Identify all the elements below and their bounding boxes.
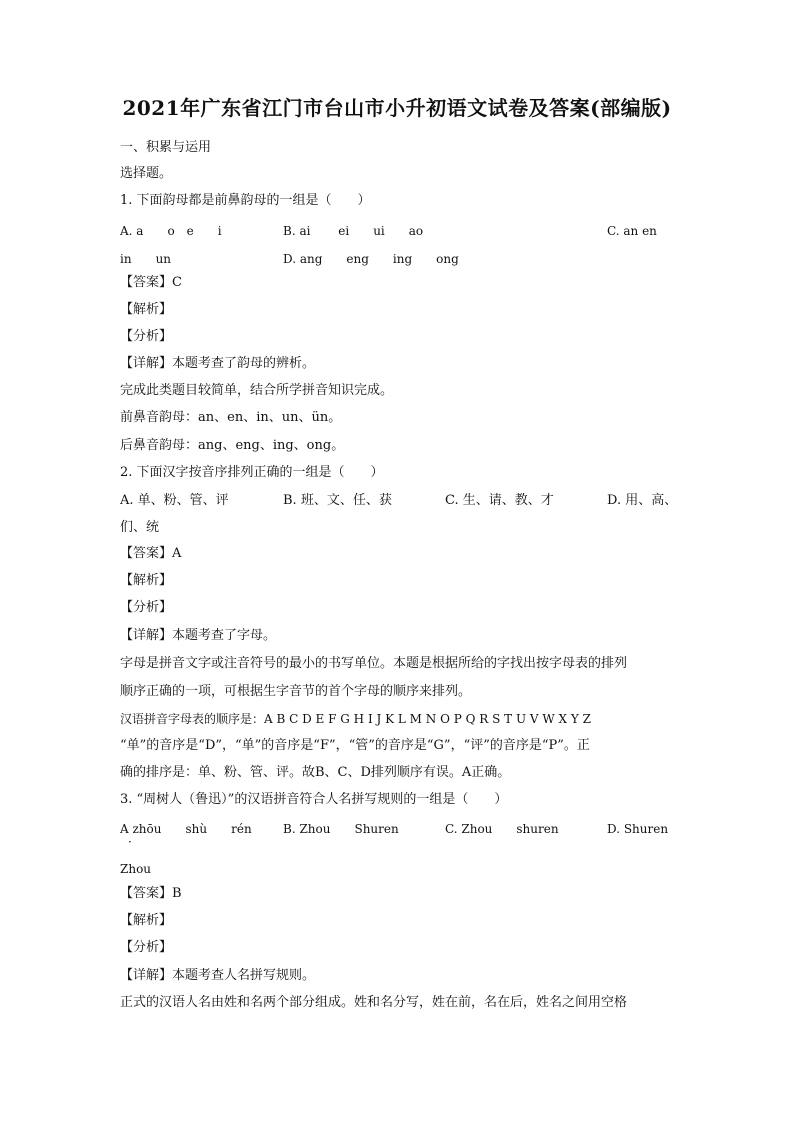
q2-option-d: D. 用、高、 xyxy=(607,493,678,508)
q2-fenxi-label: 【分析】 xyxy=(120,600,173,615)
q2-detail: 【详解】本题考查了字母。 xyxy=(120,628,277,643)
page-title: 2021年广东省江门市台山市小升初语文试卷及答案(部编版) xyxy=(122,96,672,120)
q1-option-a: A. a o e i xyxy=(120,224,222,238)
q1-explanation-line: 完成此类题目较简单，结合所学拼音知识完成。 xyxy=(120,383,394,398)
q2-explanation-line: 汉语拼音字母表的顺序是：A B C D E F G H I J K L M N O P Q R S T U V W X Y Z xyxy=(120,712,591,726)
q2-explanation-line: 字母是拼音文字或注音符号的最小的书写单位。本题是根据所给的字找出按字母表的排列 xyxy=(120,656,628,671)
q1-detail: 【详解】本题考查了韵母的辨析。 xyxy=(120,356,316,371)
q3-option-d: D. Shuren xyxy=(607,822,669,836)
q3-fenxi-label: 【分析】 xyxy=(120,940,173,955)
q3-analysis-label: 【解析】 xyxy=(120,913,173,928)
q3-option-a: A zhōu shù rén xyxy=(120,822,252,836)
q2-option-a: A. 单、粉、管、评 xyxy=(120,493,229,508)
q1-explanation-line: 后鼻音韵母：ang、eng、ing、ong。 xyxy=(120,438,345,453)
q1-option-c-continued: in un xyxy=(120,252,172,266)
q3-option-c: C. Zhou shuren xyxy=(445,822,559,836)
q1-stem: 1. 下面韵母都是前鼻韵母的一组是（ ） xyxy=(120,193,371,208)
q2-explanation-line: 顺序正确的一项，可根据生字音节的首个字母的顺序来排列。 xyxy=(120,684,472,699)
q3-answer: 【答案】B xyxy=(120,886,182,901)
q3-option-b: B. Zhou Shuren xyxy=(283,822,399,836)
q1-fenxi-label: 【分析】 xyxy=(120,329,173,344)
q3-detail: 【详解】本题考查人名拼写规则。 xyxy=(120,968,316,983)
q2-option-c: C. 生、请、教、才 xyxy=(445,493,554,508)
q2-explanation-line: 确的排序是：单、粉、管、评。故B、C、D排列顺序有误。A正确。 xyxy=(120,765,511,780)
q2-answer: 【答案】A xyxy=(120,546,182,561)
q1-explanation-line: 前鼻音韵母：an、en、in、un、ün。 xyxy=(120,410,342,425)
section-heading: 一、积累与运用 xyxy=(120,140,212,155)
q2-option-d-continued: 们、统 xyxy=(120,520,160,535)
emphasis-dot-mark: · xyxy=(128,835,132,849)
q2-stem: 2. 下面汉字按音序排列正确的一组是（ ） xyxy=(120,465,384,480)
q1-option-d: D. ang eng ing ong xyxy=(283,252,459,266)
q1-analysis-label: 【解析】 xyxy=(120,302,173,317)
q3-stem: 3. “周树人（鲁迅）”的汉语拼音符合人名拼写规则的一组是（ ） xyxy=(120,792,508,807)
question-type-label: 选择题。 xyxy=(120,166,173,181)
q2-explanation-line: “单”的音序是“D”，“单”的音序是“F”，“管”的音序是“G”，“评”的音序是“P”。正 xyxy=(120,738,590,753)
q1-answer: 【答案】C xyxy=(120,275,182,290)
q2-option-b: B. 班、文、任、获 xyxy=(283,493,392,508)
q3-explanation-line: 正式的汉语人名由姓和名两个部分组成。姓和名分写，姓在前，名在后，姓名之间用空格 xyxy=(120,995,628,1010)
q1-option-c: C. an en xyxy=(607,224,657,238)
q3-option-d-continued: Zhou xyxy=(120,862,152,876)
q2-analysis-label: 【解析】 xyxy=(120,573,173,588)
q1-option-b: B. ai ei ui ao xyxy=(283,224,424,238)
